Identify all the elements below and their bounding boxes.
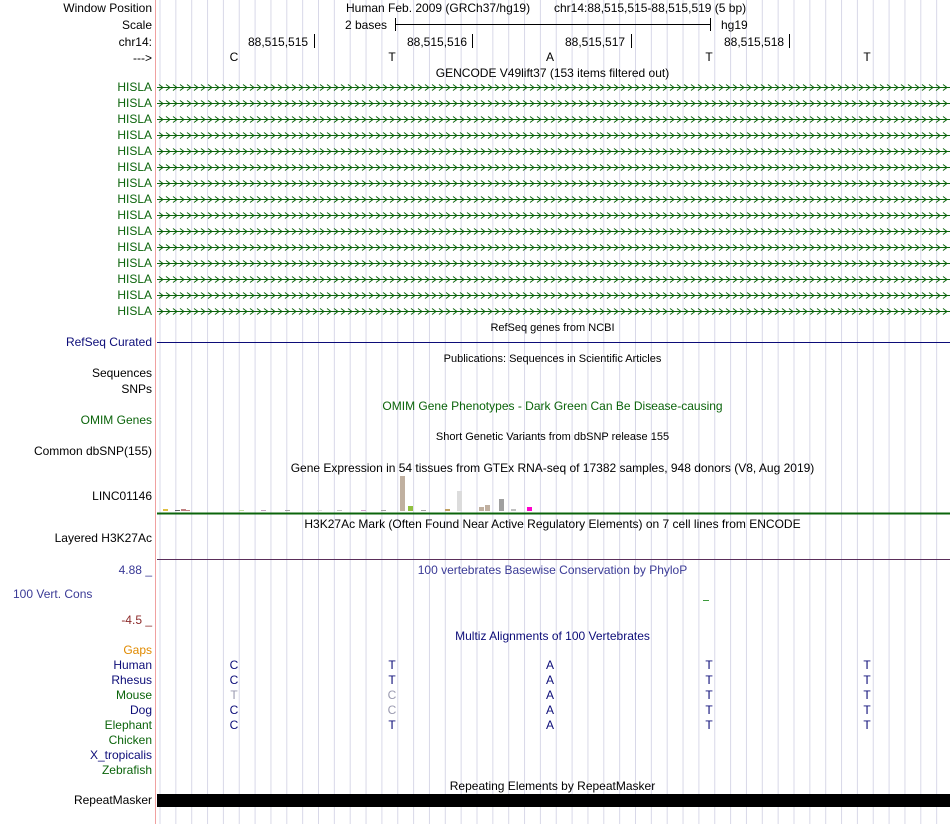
gtex-tissue-bar[interactable] (511, 509, 516, 511)
repeatmasker-track-title: Repeating Elements by RepeatMasker (449, 779, 656, 793)
gencode-gene-label[interactable]: HISLA (117, 192, 152, 206)
multiz-gaps-label[interactable]: Gaps (123, 643, 152, 657)
gtex-tissue-bar[interactable] (261, 510, 266, 511)
gencode-gene-label[interactable]: HISLA (117, 304, 152, 318)
gtex-tissue-bar[interactable] (381, 510, 386, 511)
gtex-tissue-bar[interactable] (185, 510, 190, 511)
multiz-species-label[interactable]: Dog (129, 703, 152, 717)
window-position-value[interactable]: chr14:88,515,515-88,515,519 (5 bp) (554, 1, 747, 15)
gtex-tissue-bar[interactable] (400, 476, 405, 511)
gencode-gene-label[interactable]: HISLA (117, 256, 152, 270)
window-position-label: Window Position (63, 1, 152, 15)
multiz-base: A (545, 718, 554, 732)
gtex-expression-track[interactable] (157, 474, 950, 515)
gtex-track-label[interactable]: LINC01146 (92, 489, 152, 503)
phylop-track-title: 100 vertebrates Basewise Conservation by PhyloP (417, 563, 688, 577)
base-letter: T (388, 50, 396, 64)
dbsnp-track-label[interactable]: Common dbSNP(155) (33, 444, 152, 458)
omim-track-title: OMIM Gene Phenotypes - Dark Green Can Be Disease-causing (382, 399, 723, 413)
assembly-title: Human Feb. 2009 (GRCh37/hg19) (346, 1, 531, 15)
multiz-base: T (863, 673, 871, 687)
publications-track-title: Publications: Sequences in Scientific Articles (443, 353, 662, 365)
multiz-base: A (545, 673, 554, 687)
coord-tick-label: 88,515,517 (565, 35, 626, 49)
multiz-species-label[interactable]: Zebrafish (101, 763, 152, 777)
dbsnp-track-title: Short Genetic Variants from dbSNP release 155 (435, 431, 670, 443)
multiz-base: T (863, 658, 871, 672)
gtex-tissue-bar[interactable] (421, 510, 426, 511)
coord-tick-label: 88,515,518 (724, 35, 785, 49)
gencode-track[interactable] (157, 80, 950, 320)
repeatmasker-element[interactable] (157, 794, 950, 807)
gtex-tissue-bar[interactable] (457, 491, 462, 511)
gencode-gene-label[interactable]: HISLA (117, 176, 152, 190)
multiz-species-label[interactable]: X_tropicalis (89, 748, 152, 762)
multiz-base: C (229, 718, 239, 732)
refseq-track-title: RefSeq genes from NCBI (490, 322, 615, 334)
gencode-track-title: GENCODE V49lift37 (153 items filtered out) (435, 66, 670, 80)
multiz-base: A (545, 703, 554, 717)
phylop-score-bar (703, 600, 709, 601)
gtex-track-title: Gene Expression in 54 tissues from GTEx RNA-seq of 17382 samples, 948 donors (V8, Aug 2019) (290, 461, 815, 475)
multiz-base: T (388, 673, 396, 687)
base-letter: T (863, 50, 871, 64)
gencode-gene-label[interactable]: HISLA (117, 224, 152, 238)
multiz-base: T (863, 703, 871, 717)
gtex-tissue-bar[interactable] (499, 499, 504, 511)
coord-tick (631, 34, 632, 48)
gencode-gene-label[interactable]: HISLA (117, 240, 152, 254)
multiz-base: T (388, 658, 396, 672)
multiz-base: C (387, 703, 397, 717)
multiz-base: A (545, 688, 554, 702)
coord-tick (314, 34, 315, 48)
gencode-gene-label[interactable]: HISLA (117, 80, 152, 94)
scale-label: Scale (121, 18, 152, 32)
multiz-base: C (387, 688, 397, 702)
base-letter: C (229, 50, 239, 64)
multiz-base: T (230, 688, 238, 702)
gencode-gene-label[interactable]: HISLA (117, 96, 152, 110)
multiz-base: C (229, 703, 239, 717)
multiz-species-label[interactable]: Chicken (108, 733, 152, 747)
multiz-base: T (705, 703, 713, 717)
gtex-tissue-bar[interactable] (408, 506, 413, 511)
multiz-base: T (705, 658, 713, 672)
gtex-tissue-bar[interactable] (337, 510, 342, 511)
refseq-track-label[interactable]: RefSeq Curated (65, 335, 152, 349)
refseq-gene-line[interactable] (157, 342, 950, 343)
phylop-track-label[interactable]: 100 Vert. Cons (13, 587, 93, 601)
gencode-gene-label[interactable]: HISLA (117, 128, 152, 142)
gencode-gene-label[interactable]: HISLA (117, 208, 152, 222)
coord-tick-label: 88,515,515 (248, 35, 309, 49)
gencode-gene-label[interactable]: HISLA (117, 272, 152, 286)
scale-db: hg19 (721, 18, 748, 32)
multiz-species-label[interactable]: Rhesus (111, 673, 152, 687)
coord-tick-label: 88,515,516 (407, 35, 468, 49)
repeatmasker-track-label[interactable]: RepeatMasker (73, 793, 152, 807)
multiz-base: C (229, 673, 239, 687)
scale-text: 2 bases (345, 18, 388, 32)
scale-bar-left-tick (395, 18, 396, 31)
gtex-tissue-bar[interactable] (527, 507, 532, 511)
h3k27ac-track-title: H3K27Ac Mark (Often Found Near Active Regulatory Elements) on 7 cell lines from ENCODE (304, 517, 801, 531)
gtex-tissue-bar[interactable] (485, 505, 490, 511)
multiz-base: T (705, 673, 713, 687)
gtex-tissue-bar[interactable] (239, 510, 244, 511)
gtex-tissue-bar[interactable] (175, 510, 180, 511)
multiz-base: C (229, 658, 239, 672)
scale-bar (395, 24, 711, 25)
h3k27ac-track-label[interactable]: Layered H3K27Ac (54, 531, 152, 545)
chrom-label: chr14: (118, 35, 152, 49)
multiz-base: T (863, 718, 871, 732)
gencode-gene-label[interactable]: HISLA (117, 144, 152, 158)
base-letter: T (705, 50, 713, 64)
multiz-base: T (705, 688, 713, 702)
multiz-species-label[interactable]: Elephant (104, 718, 152, 732)
gencode-gene-label[interactable]: HISLA (117, 288, 152, 302)
gtex-tissue-bar[interactable] (285, 510, 290, 511)
coord-tick (472, 34, 473, 48)
multiz-track-title: Multiz Alignments of 100 Vertebrates (455, 629, 650, 643)
base-letter: A (545, 50, 554, 64)
gtex-tissue-bar[interactable] (479, 507, 484, 511)
multiz-species-label[interactable]: Human (113, 658, 152, 672)
phylop-min-label: -4.5 _ (121, 613, 152, 627)
phylop-max-label: 4.88 _ (118, 563, 152, 577)
h3k27ac-baseline (157, 559, 950, 560)
gencode-gene-label[interactable]: HISLA (117, 112, 152, 126)
multiz-base: T (863, 688, 871, 702)
strand-label: ---> (133, 51, 152, 65)
gtex-tissue-bar[interactable] (317, 510, 322, 511)
omim-track-label[interactable]: OMIM Genes (80, 413, 152, 427)
gencode-gene-label[interactable]: HISLA (117, 160, 152, 174)
multiz-base: T (388, 718, 396, 732)
gtex-tissue-bar[interactable] (361, 510, 366, 511)
publications-sequences-label[interactable]: Sequences (91, 366, 152, 380)
multiz-base: A (545, 658, 554, 672)
gtex-tissue-bar[interactable] (445, 509, 450, 511)
scale-bar-right-tick (710, 18, 711, 31)
publications-snps-label[interactable]: SNPs (121, 382, 152, 396)
multiz-base: T (705, 718, 713, 732)
coord-tick (789, 34, 790, 48)
gtex-tissue-bar[interactable] (163, 509, 168, 511)
multiz-species-label[interactable]: Mouse (115, 688, 152, 702)
